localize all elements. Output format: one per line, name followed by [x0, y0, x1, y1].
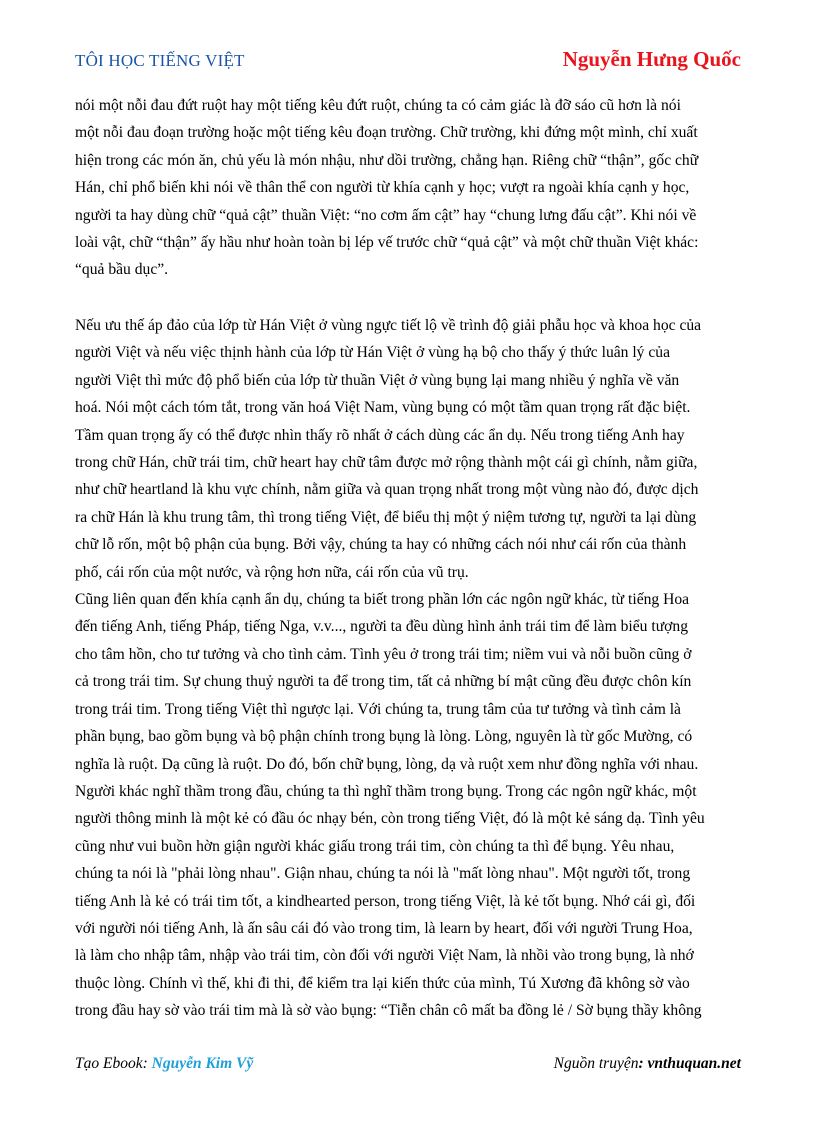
text-line: trong trái tim. Trong tiếng Việt thì ngược lại. Với chúng ta, trung tâm của tư tưởng và tình cảm là	[75, 700, 681, 718]
text-line: phố, cái rốn của một nước, và rộng hơn nữa, cái rốn của vũ trụ.	[75, 563, 469, 581]
ebook-creator-name: Nguyễn Kim Vỹ	[151, 1055, 254, 1072]
text-line: trong đầu hay sờ vào trái tim mà là sờ vào bụng: “Tiễn chân cô mất ba đồng lẻ / Sờ bụng thầy không	[75, 1002, 702, 1020]
text-line: thuộc lòng. Chính vì thế, khi đi thi, để kiểm tra lại kiến thức của mình, Tú Xương đã không sờ vào	[75, 974, 690, 992]
text-line: nói một nỗi đau đứt ruột hay một tiếng kêu đứt ruột, chúng ta có cảm giác là đỡ sáo cũ hơn là nói	[75, 97, 681, 114]
text-line: chúng ta nói là "phải lòng nhau". Giận nhau, chúng ta nói là "mất lòng nhau". Một người tốt, trong	[75, 865, 691, 883]
source-site-link[interactable]: vnthuquan.net	[647, 1055, 741, 1072]
text-line: người Việt thì mức độ phổ biến của lớp từ thuần Việt ở vùng bụng lại mang nhiều ý nghĩa về văn	[75, 371, 680, 389]
text-line: với người nói tiếng Anh, là ấn sâu cái đó vào trong tim, là learn by heart, đối với người Trung Hoa,	[75, 919, 693, 937]
text-line: hiện trong các món ăn, chủ yếu là món nhậu, như dồi trường, chẳng hạn. Riêng chữ “thận”, gốc chữ	[75, 151, 699, 169]
ebook-separator: :	[142, 1055, 152, 1072]
text-line: như chữ heartland là khu vực chính, nằm giữa và quan trọng nhất trong một vùng nào đó, được dịch	[75, 481, 699, 499]
text-line: ra chữ Hán là khu trung tâm, thì trong tiếng Việt, để biểu thị một ý niệm tương tự, người ta lại dùng	[75, 508, 697, 526]
text-line: loài vật, chữ “thận” ấy hầu như hoàn toàn bị lép vế trước chữ “quả cật” và một chữ thuần Việt khác:	[75, 234, 699, 252]
text-line: một nỗi đau đoạn trường hoặc một tiếng kêu đoạn trường. Chữ trường, khi đứng một mình, chỉ xuất	[75, 124, 698, 142]
text-line: tiếng Anh là kẻ có trái tim tốt, a kindhearted person, trong tiếng Việt, là kẻ tốt bụng. Nhớ cái gì, đối	[75, 892, 696, 910]
text-line: Người khác nghĩ thầm trong đầu, chúng ta thì nghĩ thầm trong bụng. Trong các ngôn ngữ khác, một	[75, 782, 697, 800]
ebook-credit	[75, 1055, 253, 1073]
source-label: Nguồn truyện	[553, 1055, 639, 1072]
text-line: nghĩa là ruột. Dạ cũng là ruột. Do đó, bốn chữ bụng, lòng, dạ và ruột xem như đồng nghĩa với nhau.	[75, 755, 699, 773]
text-line: người thông minh là một kẻ có đầu óc nhạy bén, còn trong tiếng Việt, đó là một kẻ sáng dạ. Tình yêu	[75, 810, 705, 828]
source-credit	[554, 1055, 741, 1073]
text-line: người Việt và nếu việc thịnh hành của lớp từ Hán Việt ở vùng hạ bộ cho thấy ý thức luân lý của	[75, 344, 671, 362]
text-line: chữ lỗ rốn, một bộ phận của bụng. Bởi vậy, chúng ta hay có những cách nói như cái rốn của thành	[75, 536, 687, 554]
author-name: Nguyễn Hưng Quốc	[562, 47, 741, 71]
source-separator: :	[638, 1055, 648, 1072]
text-line: trong chữ Hán, chữ trái tim, chữ heart hay chữ tâm được mở rộng thành một cái gì chính, nằm giữa,	[75, 454, 698, 472]
paragraph-2	[75, 312, 741, 1025]
text-line: Cũng liên quan đến khía cạnh ẩn dụ, chúng ta biết trong phần lớn các ngôn ngữ khác, từ tiếng Hoa	[75, 591, 690, 609]
text-line: “quả bầu dục”.	[75, 261, 169, 279]
text-line: đến tiếng Anh, tiếng Pháp, tiếng Nga, v.v..., người ta đều dùng hình ảnh trái tim để làm biểu tượng	[75, 618, 689, 636]
text-line: Tầm quan trọng ấy có thể được nhìn thấy rõ nhất ở cách dùng các ẩn dụ. Nếu trong tiếng Anh hay	[75, 426, 685, 444]
text-line: Hán, chỉ phổ biến khi nói về thân thể con người từ khía cạnh y học; vượt ra ngoài khía cạnh y học,	[75, 179, 690, 197]
text-line: cho tâm hồn, cho tư tưởng và cho tình cảm. Tình yêu ở trong trái tim; niềm vui và nỗi buồn cũng ở	[75, 645, 692, 663]
paragraph-1	[75, 92, 741, 284]
text-line: cũng như vui buồn hờn giận người khác giấu trong trái tim, còn chúng ta thì để bụng. Yêu nhau,	[75, 837, 675, 855]
text-line: là làm cho nhập tâm, nhập vào trái tim, còn đối với người Việt Nam, là nhồi vào trong bụng, là nhớ	[75, 947, 694, 965]
text-line: Nếu ưu thế áp đảo của lớp từ Hán Việt ở vùng ngực tiết lộ về trình độ giải phẫu học và khoa học của	[75, 317, 702, 334]
text-line: cả trong trái tim. Sự chung thuỷ người ta để trong tim, tất cả những bí mật cũng đều được chôn kín	[75, 673, 692, 691]
text-line: phần bụng, bao gồm bụng và bộ phận chính trong bụng là lòng. Lòng, nguyên là từ gốc Mường, có	[75, 728, 693, 746]
ebook-label: Tạo Ebook	[75, 1055, 143, 1072]
text-line: hoá. Nói một cách tóm tắt, trong văn hoá Việt Nam, vùng bụng có một tầm quan trọng rất đặc biệt.	[75, 399, 691, 417]
text-line: người ta hay dùng chữ “quả cật” thuần Việt: “no cơm ấm cật” hay “chung lưng đấu cật”. Khi nói về	[75, 206, 697, 224]
book-title: TÔI HỌC TIẾNG VIỆT	[75, 51, 245, 70]
